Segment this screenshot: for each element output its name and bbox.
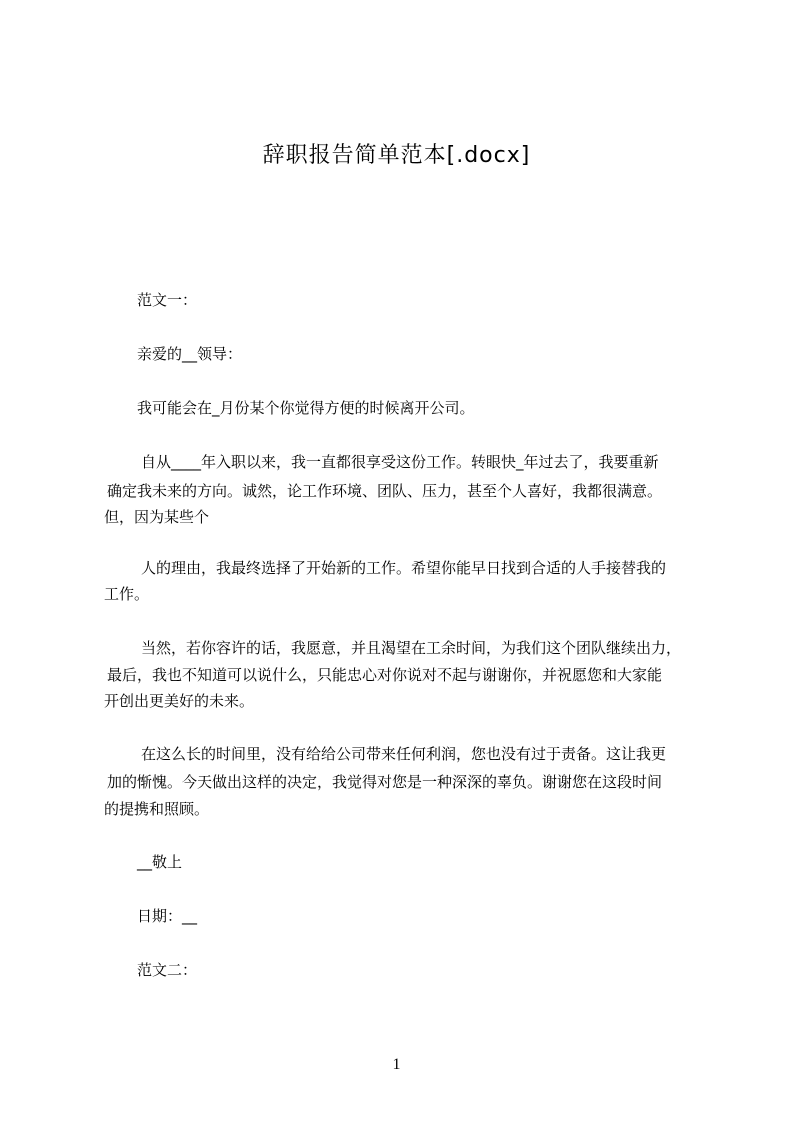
paragraph-2-line-2: 确定我未来的方向。诚然，论工作环境、团队、压力，甚至个人喜好，我都很满意。 xyxy=(107,482,663,500)
date-line: 日期：__ xyxy=(137,907,198,925)
closing: __敬上 xyxy=(137,853,183,871)
paragraph-4-line-2: 最后，我也不知道可以说什么，只能忠心对你说对不起与谢谢你，并祝愿您和大家能 xyxy=(107,666,663,684)
paragraph-4-line-1: 当然，若你容许的话，我愿意，并且渴望在工余时间，为我们这个团队继续出力， xyxy=(141,639,682,657)
salutation: 亲爱的__领导： xyxy=(137,345,243,363)
paragraph-3-line-1: 人的理由，我最终选择了开始新的工作。希望你能早日找到合适的人手接替我的 xyxy=(141,559,667,577)
page-number: 1 xyxy=(392,1056,401,1073)
paragraph-3-line-2: 工作。 xyxy=(104,585,150,603)
paragraph-5-line-1: 在这么长的时间里，没有给给公司带来任何利润，您也没有过于责备。这让我更 xyxy=(141,745,667,763)
paragraph-2-line-3: 但，因为某些个 xyxy=(104,508,210,526)
paragraph-4-line-3: 开创出更美好的未来。 xyxy=(104,692,255,710)
heading-sample-1: 范文一： xyxy=(137,291,198,309)
paragraph-2-line-1: 自从____年入职以来，我一直都很享受这份工作。转眼快_年过去了，我要重新 xyxy=(141,453,659,471)
document-title: 辞职报告简单范本[.docx] xyxy=(262,143,531,168)
paragraph-1: 我可能会在_月份某个你觉得方便的时候离开公司。 xyxy=(137,399,475,417)
paragraph-5-line-3: 的提携和照顾。 xyxy=(104,800,210,818)
heading-sample-2: 范文二： xyxy=(137,961,198,979)
paragraph-5-line-2: 加的惭愧。今天做出这样的决定，我觉得对您是一种深深的辜负。谢谢您在这段时间 xyxy=(107,773,663,791)
